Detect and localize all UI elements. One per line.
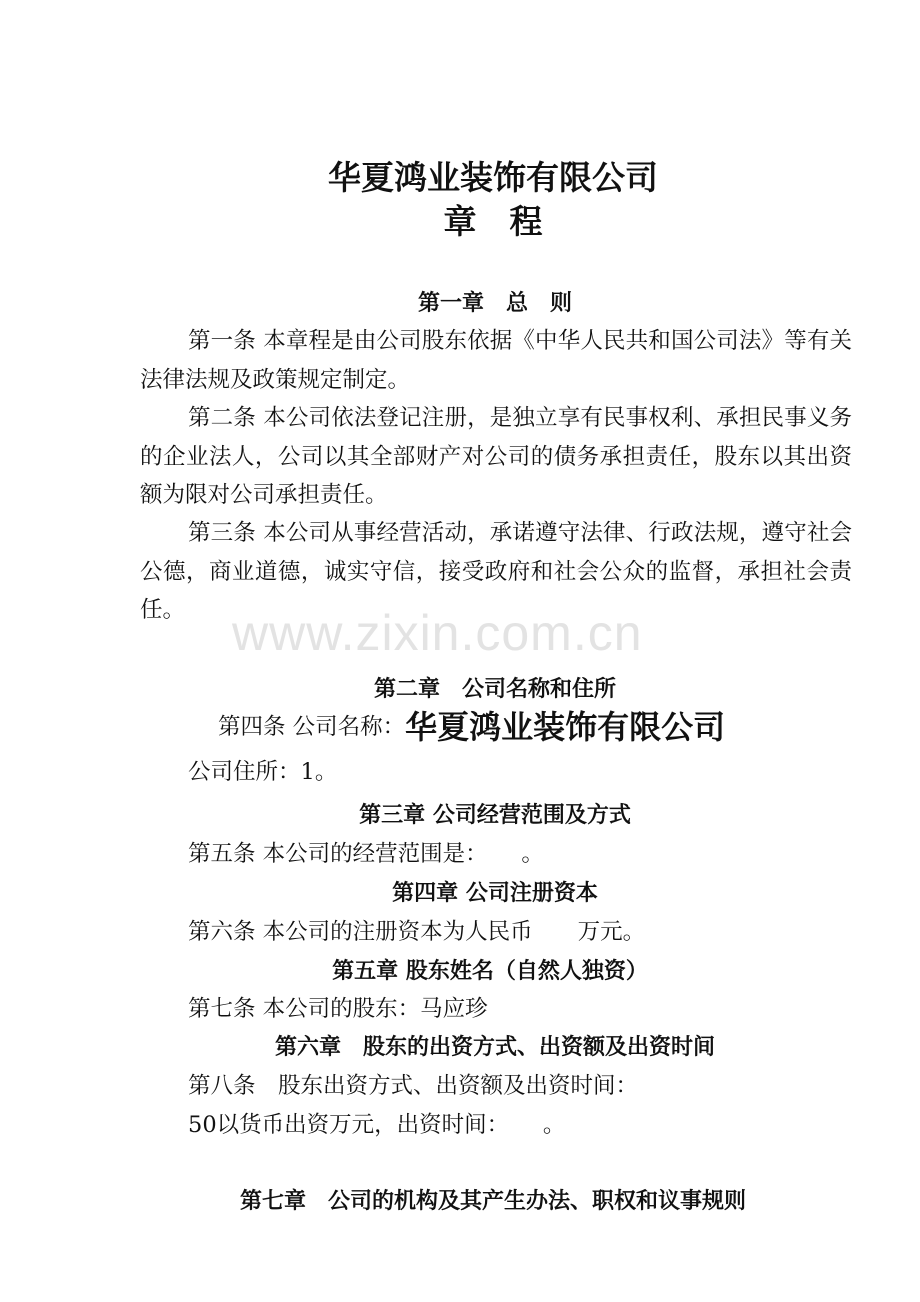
- document-title: 章 程: [443, 202, 543, 241]
- watermark: www.zixin.com.cn: [232, 605, 643, 661]
- article-3: 第三条 本公司从事经营活动，承诺遵守法律、行政法规，遵守社会公德，商业道德，诚实守信，接受政府和社会公众的监督，承担社会责任。: [140, 520, 852, 623]
- article-8-detail: 50以货币出资万元，出资时间： 。: [188, 1112, 566, 1138]
- chapter-3-heading: 第三章 公司经营范围及方式: [359, 803, 631, 828]
- chapter-6-heading: 第六章 股东的出资方式、出资额及出资时间: [274, 1035, 715, 1060]
- company-title: 华夏鸿业装饰有限公司: [328, 158, 658, 197]
- article-7: 第七条 本公司的股东：马应珍: [188, 996, 488, 1022]
- article-4-company-name: 华夏鸿业装饰有限公司: [405, 708, 726, 746]
- chapter-2-heading: 第二章 公司名称和住所: [373, 677, 616, 702]
- company-address: 公司住所：1。: [188, 759, 338, 785]
- chapter-1-heading: 第一章 总 则: [417, 291, 572, 316]
- article-8: 第八条 股东出资方式、出资额及出资时间：: [188, 1073, 639, 1099]
- article-2: 第二条 本公司依法登记注册，是独立享有民事权利、承担民事义务的企业法人，公司以其全部财产对公司的债务承担责任，股东以其出资额为限对公司承担责任。: [140, 405, 852, 508]
- chapter-7-heading: 第七章 公司的机构及其产生办法、职权和议事规则: [239, 1189, 746, 1214]
- chapter-5-heading: 第五章 股东姓名（自然人独资）: [332, 959, 648, 984]
- article-4-label: 第四条 公司名称：: [218, 714, 406, 740]
- chapter-4-heading: 第四章 公司注册资本: [392, 881, 598, 906]
- article-5: 第五条 本公司的经营范围是： 。: [188, 841, 544, 867]
- article-6: 第六条 本公司的注册资本为人民币 万元。: [188, 919, 646, 945]
- article-4: [218, 702, 725, 748]
- article-1: 第一条 本章程是由公司股东依据《中华人民共和国公司法》等有关法律法规及政策规定制定。: [140, 328, 852, 393]
